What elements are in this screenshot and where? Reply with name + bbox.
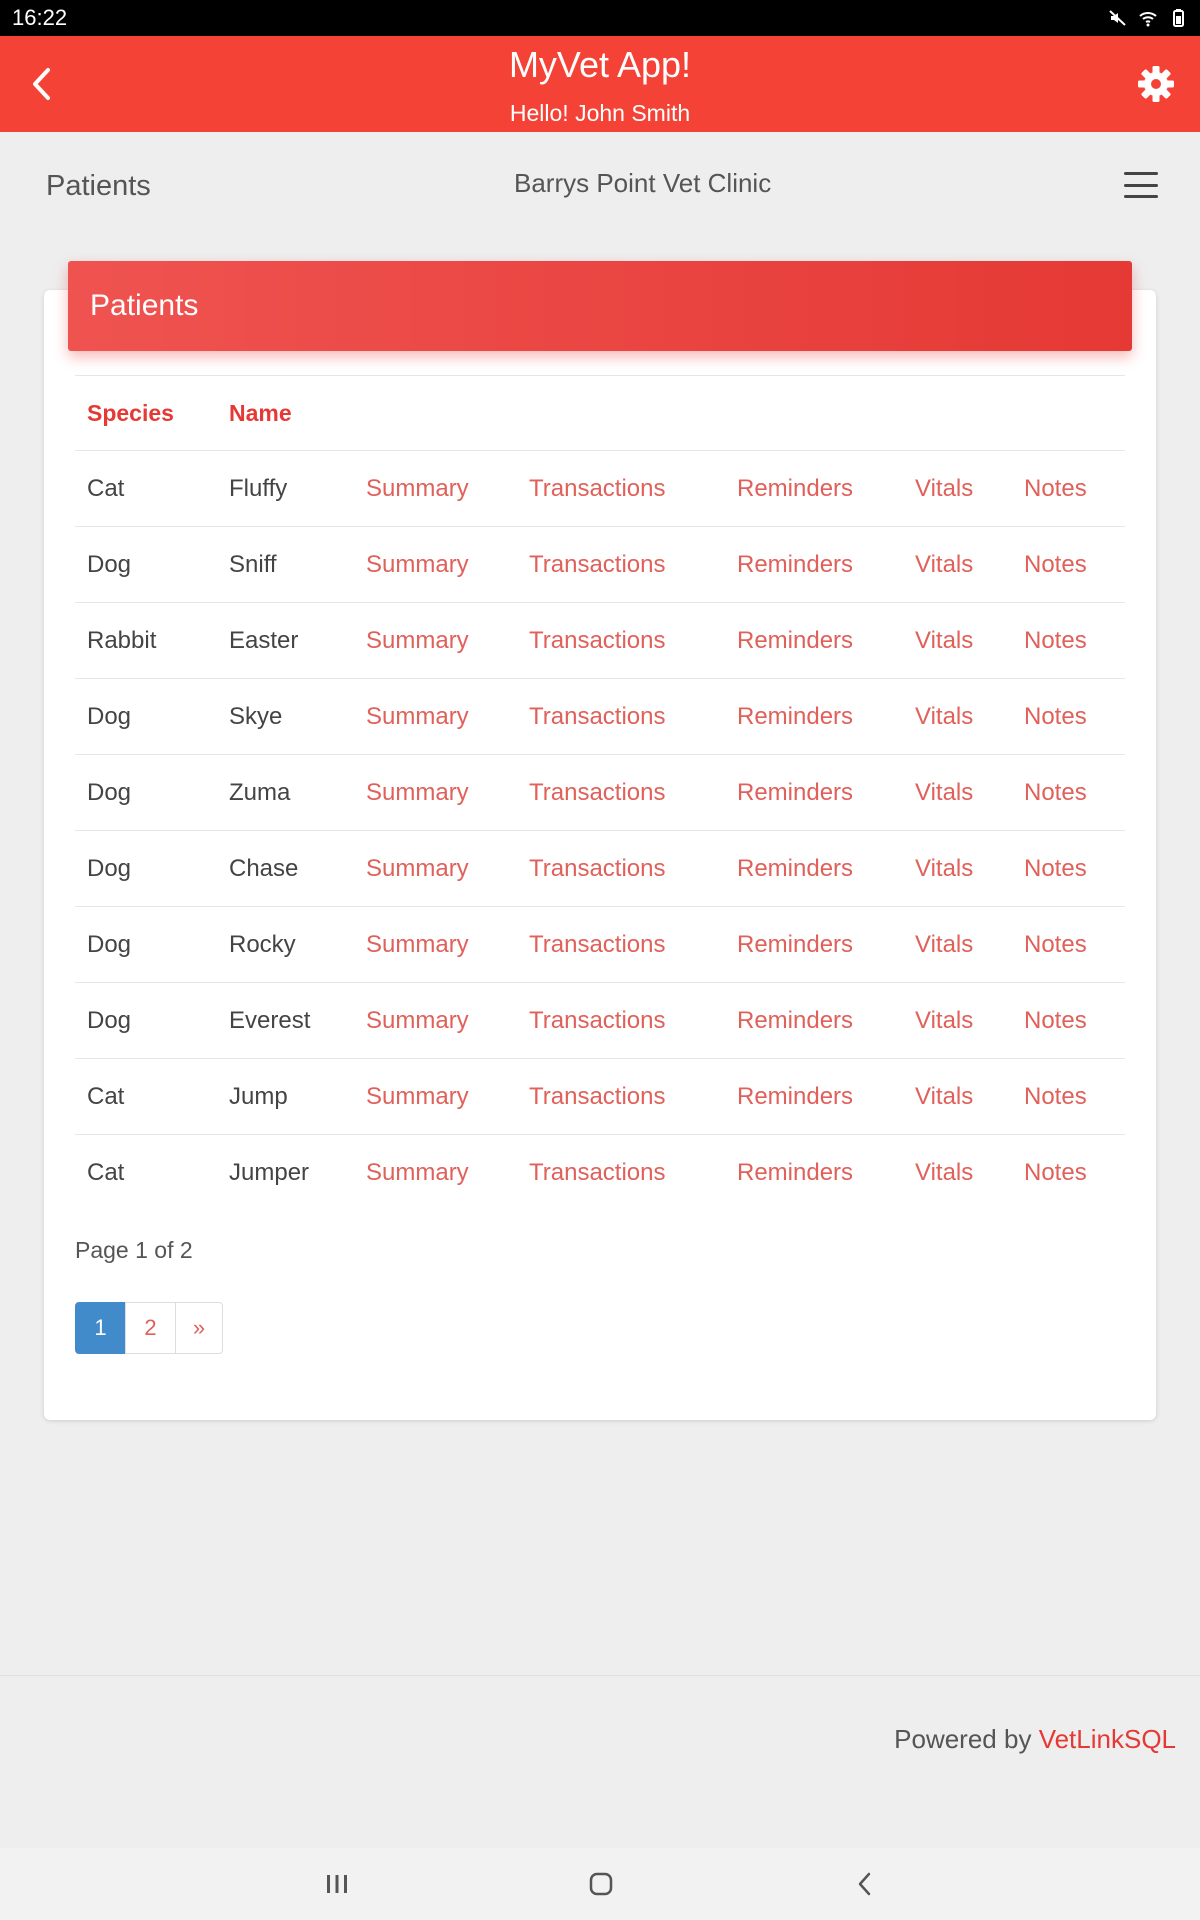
species-cell: Dog — [87, 854, 132, 882]
recent-apps-button[interactable] — [307, 1862, 367, 1906]
reminders-link[interactable]: Reminders — [737, 702, 854, 730]
species-cell: Dog — [87, 702, 132, 730]
name-cell: Jumper — [229, 1158, 310, 1186]
species-cell: Dog — [87, 778, 132, 806]
card-title: Patients — [68, 261, 1132, 351]
pagination — [75, 1302, 223, 1354]
notes-link[interactable]: Notes — [1024, 854, 1087, 882]
summary-link[interactable]: Summary — [366, 1158, 469, 1186]
hamburger-menu-icon[interactable] — [1124, 172, 1158, 198]
footer-divider — [0, 1675, 1200, 1676]
name-cell: Fluffy — [229, 474, 288, 502]
name-cell: Chase — [229, 854, 299, 882]
reminders-link[interactable]: Reminders — [737, 1082, 854, 1110]
table-row — [75, 831, 1125, 907]
reminders-link[interactable]: Reminders — [737, 550, 854, 578]
gear-icon — [1137, 65, 1175, 103]
table-row — [75, 755, 1125, 831]
vitals-link[interactable]: Vitals — [915, 626, 974, 654]
recent-apps-icon — [323, 1872, 351, 1896]
species-cell: Dog — [87, 1006, 132, 1034]
name-cell: Rocky — [229, 930, 296, 958]
page-2-button[interactable]: 2 — [125, 1302, 176, 1354]
sub-nav — [0, 132, 1200, 242]
menu-bar — [1124, 184, 1158, 187]
patients-table-wrap — [75, 375, 1125, 1211]
summary-link[interactable]: Summary — [366, 702, 469, 730]
vitals-link[interactable]: Vitals — [915, 854, 974, 882]
vitals-link[interactable]: Vitals — [915, 1006, 974, 1034]
notes-link[interactable]: Notes — [1024, 1006, 1087, 1034]
table-row — [75, 451, 1125, 527]
reminders-link[interactable]: Reminders — [737, 854, 854, 882]
reminders-link[interactable]: Reminders — [737, 778, 854, 806]
transactions-link[interactable]: Transactions — [529, 1082, 666, 1110]
greeting: Hello! John Smith — [509, 100, 691, 126]
notes-link[interactable]: Notes — [1024, 474, 1087, 502]
transactions-link[interactable]: Transactions — [529, 854, 666, 882]
transactions-link[interactable]: Transactions — [529, 1006, 666, 1034]
page-title: Patients — [46, 170, 151, 202]
transactions-link[interactable]: Transactions — [529, 778, 666, 806]
status-bar — [0, 0, 1200, 36]
transactions-link[interactable]: Transactions — [529, 1158, 666, 1186]
notes-link[interactable]: Notes — [1024, 1158, 1087, 1186]
notes-link[interactable]: Notes — [1024, 1082, 1087, 1110]
transactions-link[interactable]: Transactions — [529, 550, 666, 578]
summary-link[interactable]: Summary — [366, 550, 469, 578]
transactions-link[interactable]: Transactions — [529, 626, 666, 654]
vitals-link[interactable]: Vitals — [915, 474, 974, 502]
wifi-icon — [1138, 8, 1158, 28]
home-icon — [587, 1870, 615, 1898]
settings-button[interactable] — [1134, 62, 1178, 106]
next-page-button[interactable]: » — [175, 1302, 223, 1354]
battery-icon — [1168, 8, 1188, 28]
notes-link[interactable]: Notes — [1024, 550, 1087, 578]
table-row — [75, 679, 1125, 755]
patients-table — [75, 375, 1125, 1211]
species-cell: Rabbit — [87, 626, 157, 654]
reminders-link[interactable]: Reminders — [737, 626, 854, 654]
summary-link[interactable]: Summary — [366, 930, 469, 958]
table-row — [75, 983, 1125, 1059]
name-cell: Easter — [229, 626, 299, 654]
powered-by-label: Powered by — [894, 1724, 1032, 1754]
species-cell: Cat — [87, 1158, 125, 1186]
reminders-link[interactable]: Reminders — [737, 1006, 854, 1034]
transactions-link[interactable]: Transactions — [529, 930, 666, 958]
table-row — [75, 1135, 1125, 1211]
name-cell: Jump — [229, 1082, 288, 1110]
table-row — [75, 527, 1125, 603]
vitals-link[interactable]: Vitals — [915, 1082, 974, 1110]
vitals-link[interactable]: Vitals — [915, 550, 974, 578]
table-row — [75, 1059, 1125, 1135]
table-row — [75, 603, 1125, 679]
name-cell: Sniff — [229, 550, 277, 578]
vitals-link[interactable]: Vitals — [915, 702, 974, 730]
summary-link[interactable]: Summary — [366, 474, 469, 502]
back-icon — [855, 1870, 875, 1898]
name-cell: Skye — [229, 702, 283, 730]
notes-link[interactable]: Notes — [1024, 778, 1087, 806]
page-1-button[interactable]: 1 — [75, 1302, 126, 1354]
reminders-link[interactable]: Reminders — [737, 1158, 854, 1186]
summary-link[interactable]: Summary — [366, 1082, 469, 1110]
menu-bar — [1124, 195, 1158, 198]
transactions-link[interactable]: Transactions — [529, 702, 666, 730]
system-nav-bar — [0, 1848, 1200, 1920]
home-button[interactable] — [571, 1862, 631, 1906]
species-cell: Dog — [87, 930, 132, 958]
vetlinksql-link[interactable]: VetLinkSQL — [1038, 1724, 1176, 1754]
species-cell: Cat — [87, 474, 125, 502]
summary-link[interactable]: Summary — [366, 778, 469, 806]
notes-link[interactable]: Notes — [1024, 626, 1087, 654]
page-info: Page 1 of 2 — [75, 1237, 193, 1263]
notes-link[interactable]: Notes — [1024, 702, 1087, 730]
vitals-link[interactable]: Vitals — [915, 778, 974, 806]
vitals-link[interactable]: Vitals — [915, 930, 974, 958]
reminders-link[interactable]: Reminders — [737, 474, 854, 502]
vitals-link[interactable]: Vitals — [915, 1158, 974, 1186]
menu-bar — [1124, 172, 1158, 175]
name-cell: Everest — [229, 1006, 311, 1034]
summary-link[interactable]: Summary — [366, 626, 469, 654]
table-row — [75, 907, 1125, 983]
table-header-row — [75, 376, 1125, 451]
status-icons — [1108, 8, 1188, 28]
species-cell: Cat — [87, 1082, 125, 1110]
status-time: 16:22 — [12, 5, 68, 30]
summary-link[interactable]: Summary — [366, 1006, 469, 1034]
system-back-button[interactable] — [835, 1862, 895, 1906]
column-header-species[interactable]: Species — [87, 399, 174, 426]
transactions-link[interactable]: Transactions — [529, 474, 666, 502]
column-header-name[interactable]: Name — [229, 399, 292, 426]
clinic-name: Barrys Point Vet Clinic — [514, 168, 772, 198]
name-cell: Zuma — [229, 778, 291, 806]
notes-link[interactable]: Notes — [1024, 930, 1087, 958]
app-header — [0, 36, 1200, 132]
reminders-link[interactable]: Reminders — [737, 930, 854, 958]
summary-link[interactable]: Summary — [366, 854, 469, 882]
mute-icon — [1108, 8, 1128, 28]
app-title: MyVet App! — [508, 44, 692, 85]
powered-by — [894, 1724, 1176, 1755]
species-cell: Dog — [87, 550, 132, 578]
